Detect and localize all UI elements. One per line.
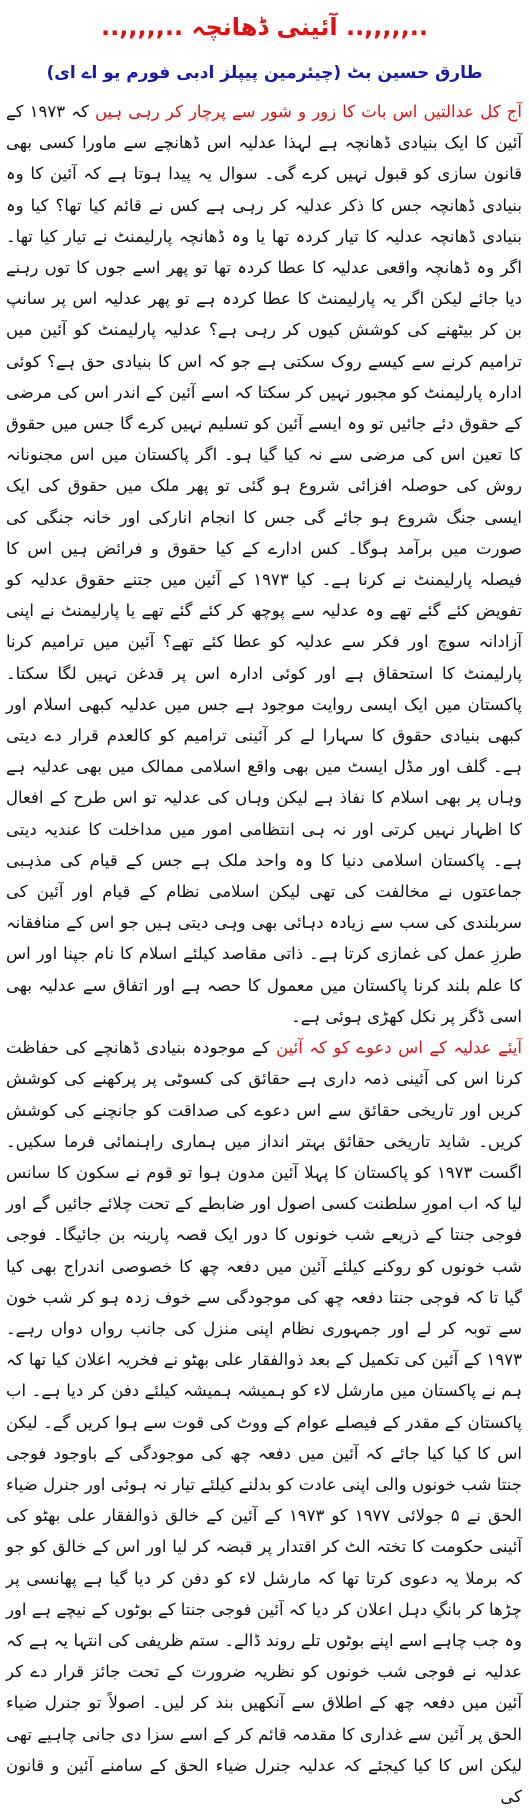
author-byline: طارق حسین بٹ (چیئرمین پیپلز ادبی فورم یو اے ای) <box>46 63 483 83</box>
paragraph-1-lead: آج کل عدالتیں اس بات کا زور و شور سے پرچار کر رہی ہیں <box>94 102 522 121</box>
paragraph-1-text: کہ ۱۹۷۳ کے آئین کا ایک بنیادی ڈھانچہ ہے لہذا عدلیہ اس ڈھانچے سے ماورا کسی بھی قانون سازی کو قبول نہیں کرے گی۔ سوال یہ پیدا ہوتا ہے کہ آئین کا وہ بنیادی ڈھانچہ جس کا ذکر عدلیہ کر رہی ہے کس نے قائم کیا تھا؟ کیا وہ بنیادی ڈھانچہ عدلیہ کا تیار کردہ تھا یا وہ ڈھانچہ پارلیمنٹ نے تیار کیا تھا۔ اگر وہ ڈھانچہ واقعی عدلیہ کا عطا کردہ تھا تو پھر اسے جوں کا توں رہنے دیا جائے لیکن اگر یہ پارلیمنٹ کا عطا کردہ ہے تو پھر عدلیہ اس پر سانپ بن کر بیٹھنے کی کوشش کیوں کر رہی ہے؟ عدلیہ پارلیمنٹ کو آئین میں ترامیم کرنے سے کیسے روک سکتی ہے جو کہ اس کا بنیادی حق ہے؟ کوئی ادارہ پارلیمنٹ کو مجبور نہیں کر سکتا کہ اسے آئین کے اندر اس کی مرضی کے حقوق دئے جائیں تو وہ ایسے آئین کو تسلیم نہیں کرے گا جس میں حقوق کا تعین اس کی مرضی سے نہ کیا گیا ہو۔ اگر پاکستان میں اس مجنونانہ روش کی حوصلہ افزائی شروع ہو گئی تو پھر ملک میں حقوق کی ایک ایسی جنگ شروع ہو جائے گی جس کا انجام انارکی اور خانہ جنگی کی صورت میں برآمد ہوگا۔ کس ادارے کے کیا حقوق و فرائض ہیں اس کا فیصلہ پارلیمنٹ نے کرنا ہے۔ کیا ۱۹۷۳ کے آئین میں جتنے حقوق عدلیہ کو تفویض کئے گئے تھے وہ عدلیہ سے پوچھ کر کئے گئے تھے یا پارلیمنٹ نے اپنی آزادانہ سوچ اور فکر سے عدلیہ کو عطا کئے تھے؟ آئین میں ترامیم کرنا پارلیمنٹ کا استحقاق ہے اور کوئی ادارہ اس پر قدغن نہیں لگا سکتا۔ پاکستان میں ایک ایسی روایت موجود ہے جس میں عدلیہ کبھی اسلام اور کبھی بنیادی حقوق کا سہارا لے کر آئینی ترامیم کو کالعدم قرار دے دیتی ہے۔ گلف اور مڈل ایسٹ میں بھی واقع اسلامی ممالک میں بھی عدلیہ ہے وہاں پر بھی اسلام کا نفاذ ہے لیکن وہاں کی عدلیہ تو اس طرح کے افعال کا اظہار نہیں کرتی اور نہ ہی انتظامی امور میں مداخلت کا عندیہ دیتی ہے۔ پاکستان اسلامی دنیا کا وہ واحد ملک ہے جس کے قیام کی مذہبی جماعتوں نے مخالفت کی تھی لیکن اسلامی نظام کے قیام اور آئین کی سربلندی کی سب سے زیادہ دہائی بھی وہی دیتی ہیں جو اس کے منافقانہ طرزِ عمل کی غمازی کرتا ہے۔ ذاتی مقاصد کیلئے اسلام کا نام جپنا اور اس کا علم بلند کرنا پاکستان میں معمول کا حصہ ہے اور اتفاق سے عدلیہ بھی اسی ڈگر پر نکل کھڑی ہوئی ہے۔ <box>6 102 522 1026</box>
article-body <box>6 96 522 1806</box>
paragraph-2-text: کے موجودہ بنیادی ڈھانچے کی حفاظت کرنا اس کی آئینی ذمہ داری ہے حقائق کی کسوٹی پر پرکھنے کی کوشش کریں اور تاریخی حقائق سے اس دعوے کی صداقت کو جانچنے کی کوشش کریں۔ شاید تاریخی حقائق بہتر انداز میں ہماری راہنمائی فرما سکیں۔ اگست ۱۹۷۳ کو پاکستان کا پہلا آئین مدون ہوا تو قوم نے سکون کا سانس لیا کہ اب امورِ سلطنت کسی اصول اور ضابطے کے تحت چلائے جائیں گے اور فوجی جنتا کے ذریعے شب خونوں کا دور ایک قصہ پارینہ بن جائیگا۔ فوجی شب خونوں کو روکنے کیلئے آئین میں دفعہ چھ کا خصوصی اندراج بھی کیا گیا تا کہ فوجی جنتا دفعہ چھ کی موجودگی سے خوف زدہ ہو کر شب خون سے توبہ کر لے اور جمہوری نظام اپنی منزل کی جانب رواں دواں رہے۔ ۱۹۷۳ کے آئین کی تکمیل کے بعد ذوالفقار علی بھٹو نے فخریہ اعلان کیا تھا کہ ہم نے پاکستان میں مارشل لاء کو ہمیشہ ہمیشہ کیلئے دفن کر دیا ہے۔ اب پاکستان کے مقدر کے فیصلے عوام کے ووٹ کی قوت سے ہوا کریں گے۔ لیکن اس کا کیا کیا جائے کہ آئین میں دفعہ چھ کی موجودگی کے باوجود فوجی جنتا شب خونوں والی اپنی عادت کو بدلنے کیلئے تیار نہ ہوئی اور جنرل ضیاء الحق نے ۵ جولائی ۱۹۷۷ کو ۱۹۷۳ کے آئین کے خالق ذوالفقار علی بھٹو کی آئینی حکومت کا تختہ الٹ کر اقتدار پر قبضہ کر لیا اور اس کے خالق کو جو کہ برملا یہ دعوی کرتا تھا کہ مارشل لاء کو دفن کر دیا گیا ہے پھانسی پر چڑھا کر بانگِ دہل اعلان کر دیا کہ آئین فوجی جنتا کے بوٹوں کے نیچے ہے اور وہ جب چاہے اسے اپنے بوٹوں تلے روند ڈالے۔ ستم ظریفی کی انتہا یہ ہے کہ عدلیہ نے فوجی شب خونوں کو نظریہ ضرورت کے تحت جائز قرار دے کر آئین میں دفعہ چھ کے اطلاق سے آنکھیں بند کر لیں۔ اصولاً تو جنرل ضیاء الحق پر آئین سے غداری کا مقدمہ قائم کر کے اسے سزا دی جانی چاہیے تھی لیکن اس کا کیا کیجئے کہ عدلیہ جنرل ضیاء الحق کے سامنے آئین و قانون کی <box>6 1038 522 1806</box>
paragraph-2-lead: آیئے عدلیہ کے اس دعوے کو کہ آئین <box>276 1038 522 1058</box>
article-title: ..,,,,,.. آئینی ڈھانچہ ..,,,,,.. <box>101 13 428 41</box>
paragraph-1 <box>6 96 522 1032</box>
paragraph-2 <box>6 1032 522 1812</box>
